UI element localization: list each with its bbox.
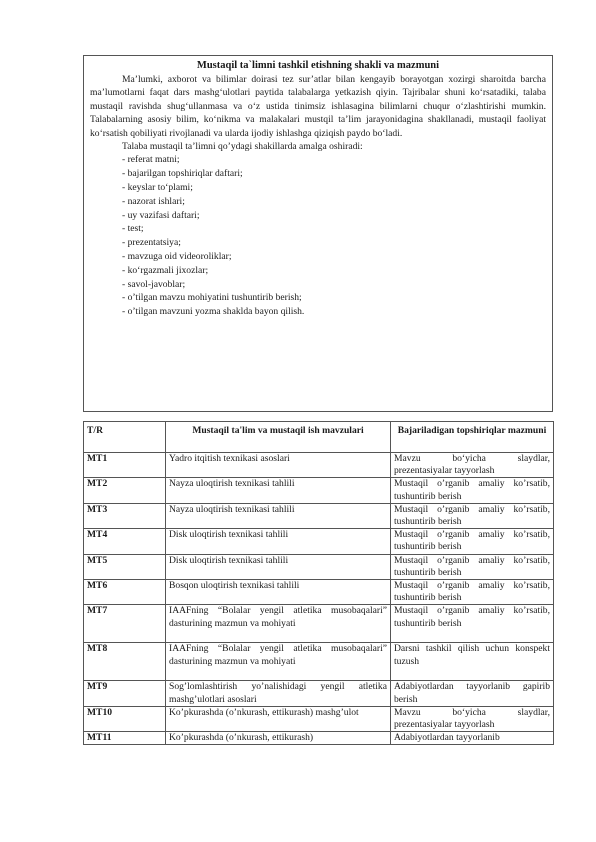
- row-code: MT7: [84, 605, 166, 643]
- row-task: Adabiyotlardan tayyorlanib gapirib berish: [391, 681, 554, 706]
- header-topic: Mustaqil ta'lim va mustaqil ish mavzulari: [166, 422, 391, 453]
- table-row: [84, 732, 554, 745]
- row-task: Mustaqil o’rganib amaliy ko’rsatib, tushuntirib berish: [391, 605, 554, 643]
- table-row: [84, 453, 554, 478]
- header-task: Bajariladigan topshiriqlar mazmuni: [391, 422, 554, 453]
- row-task: Mustaqil o’rganib amaliy ko’rsatib, tushuntirib berish: [391, 554, 554, 579]
- row-code: MT4: [84, 529, 166, 554]
- row-task: Darsni tashkil qilish uchun konspekt tuzush: [391, 643, 554, 681]
- list-item: - bajarilgan topshiriqlar daftari;: [122, 168, 243, 180]
- row-code: MT9: [84, 681, 166, 706]
- table-row: [84, 478, 554, 503]
- table-row: [84, 706, 554, 731]
- list-item: - test;: [122, 223, 144, 235]
- table-row: [84, 503, 554, 528]
- table-row: [84, 681, 554, 706]
- independent-study-table: [83, 421, 554, 745]
- header-code: T/R: [84, 422, 166, 453]
- row-topic: Ko’pkurashda (o’nkurash, ettikurash) mashg’ulot: [166, 706, 391, 731]
- row-topic: Sog’lomlashtirish yo’nalishidagi yengil atletika mashg’ulotlari asoslari: [166, 681, 391, 706]
- table-row: [84, 605, 554, 643]
- row-task: Adabiyotlardan tayyorlanib: [391, 732, 554, 745]
- list-item: - nazorat ishlari;: [122, 195, 185, 207]
- row-topic: Disk uloqtirish texnikasi tahlili: [166, 554, 391, 579]
- table-header-row: [84, 422, 554, 453]
- row-code: MT5: [84, 554, 166, 579]
- row-topic: IAAFning “Bolalar yengil atletika musobaqalari” dasturining mazmun va mohiyati: [166, 605, 391, 643]
- row-topic: Bosqon uloqtirish texnikasi tahlili: [166, 580, 391, 605]
- row-task: Mustaqil o’rganib amaliy ko’rsatib, tushuntirib berish: [391, 529, 554, 554]
- row-task: Mavzu bo‘yicha slaydlar, prezentasiyalar tayyorlash: [391, 706, 554, 731]
- table-row: [84, 554, 554, 579]
- intro-section: [83, 55, 553, 412]
- list-item: - referat matni;: [122, 154, 180, 166]
- row-code: MT10: [84, 706, 166, 731]
- row-task: Mustaqil o’rganib amaliy ko’rsatib, tushuntirib berish: [391, 478, 554, 503]
- row-topic: Disk uloqtirish texnikasi tahlili: [166, 529, 391, 554]
- row-code: MT3: [84, 503, 166, 528]
- row-topic: Ko’pkurashda (o’nkurash, ettikurash): [166, 732, 391, 745]
- row-task: Mavzu bo‘yicha slaydlar, prezentasiyalar tayyorlash: [391, 453, 554, 478]
- row-topic: Nayza uloqtirish texnikasi tahlili: [166, 503, 391, 528]
- row-topic: Nayza uloqtirish texnikasi tahlili: [166, 478, 391, 503]
- row-topic: IAAFning “Bolalar yengil atletika musobaqalari” dasturining mazmun va mohiyati: [166, 643, 391, 681]
- list-item: - uy vazifasi daftari;: [122, 209, 200, 221]
- intro-box: [83, 55, 553, 412]
- forms-list: [90, 153, 546, 319]
- row-code: MT2: [84, 478, 166, 503]
- row-topic: Yadro itqitish texnikasi asoslari: [166, 453, 391, 478]
- section-title: Mustaqil ta`limni tashkil etishning shakli va mazmuni: [196, 60, 440, 71]
- intro-paragraph: Ma’lumki, axborot va bilimlar doirasi tez sur’atlar bilan kengayib borayotgan xozirgi sharoitda barcha ma’lumotlarni faqat dars mashg‘ulotlari paytida talabalarga yetkazish qiyin. Tajribalar shuni ko‘rsatadiki, talaba mustaqil ravishda shug‘ullanmasa va o‘z ustida tinimsiz ishlasagina bilimlarni chuqur o‘zlashtirishi mumkin. Talabalarning asosiy bilim, ko‘nikma va malakalari mustqil ta’lim jarayonidagina shakllanadi, mustaqil faoliyat ko‘rsatish qobiliyati rivojlanadi va ularda ijodiy ishlashga qiziqish paydo bo‘ladi.: [90, 74, 546, 139]
- forms-lead: Talaba mustaqil ta’limni qo’ydagi shakillarda amalga oshiradi:: [122, 141, 363, 153]
- list-item: - prezentatsiya;: [122, 237, 181, 249]
- row-code: MT8: [84, 643, 166, 681]
- row-task: Mustaqil o’rganib amaliy ko’rsatib, tushuntirib berish: [391, 580, 554, 605]
- row-code: MT6: [84, 580, 166, 605]
- row-code: MT11: [84, 732, 166, 745]
- list-item: - keyslar to‘plami;: [122, 182, 193, 194]
- table-row: [84, 529, 554, 554]
- list-item: - o’tilgan mavzu mohiyatini tushuntirib berish;: [122, 292, 302, 304]
- row-code: MT1: [84, 453, 166, 478]
- table-row: [84, 643, 554, 681]
- list-item: - ko‘rgazmali jixozlar;: [122, 264, 209, 276]
- list-item: - o’tilgan mavzuni yozma shaklda bayon qilish.: [122, 306, 305, 318]
- row-task: Mustaqil o’rganib amaliy ko’rsatib, tushuntirib berish: [391, 503, 554, 528]
- table-row: [84, 580, 554, 605]
- list-item: - mavzuga oid videoroliklar;: [122, 251, 232, 263]
- list-item: - savol-javoblar;: [122, 278, 186, 290]
